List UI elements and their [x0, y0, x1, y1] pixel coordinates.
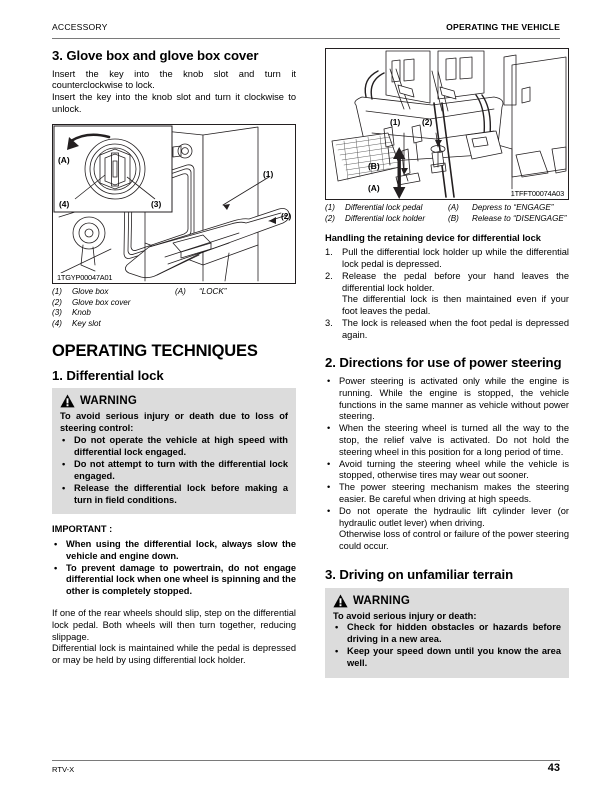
warning-bullet-list [333, 622, 561, 670]
figure-glove-box [52, 124, 296, 284]
step-text: Pull the differential lock holder up while the differential lock pedal is depressed. [342, 247, 569, 269]
chapter-title-operating-techniques: OPERATING TECHNIQUES [52, 341, 258, 360]
warning-bullet-text: Do not operate the vehicle at high speed with differential lock engaged. [74, 435, 288, 457]
warning-intro: To avoid serious injury or death due to loss of steering control: [60, 411, 288, 434]
legend-desc [199, 308, 296, 319]
legend-name: Differential lock holder [345, 213, 426, 223]
legend-num: (2) [325, 213, 335, 223]
step-number: 1. [325, 247, 333, 258]
section-heading-glove-box: 3. Glove box and glove box cover [52, 48, 259, 63]
glove-box-para-1: Insert the key into the knob slot and turn it counterclockwise to lock. [52, 68, 296, 91]
bullet-marker: • [54, 562, 58, 573]
power-steering-bullet [325, 459, 569, 483]
warning-bullet [60, 435, 288, 459]
legend-name: Knob [72, 308, 91, 318]
power-steering-bullet-list [325, 376, 569, 553]
bullet-marker: • [335, 622, 339, 633]
warning-box-differential-lock [52, 388, 296, 514]
legend-row [52, 298, 296, 309]
step-extra-text: The differential lock is then maintained even if your foot leaves the pedal. [342, 294, 569, 317]
step-text: Release the pedal before your hand leaves the differential lock holder. [342, 270, 569, 293]
bullet-marker: • [327, 482, 331, 493]
important-bullet [52, 539, 296, 563]
legend-letter: (A) [448, 203, 459, 212]
legend-differential-lock [325, 203, 569, 225]
glove-box-illustration [53, 125, 295, 283]
bullet-marker: • [62, 458, 66, 469]
legend-letter [175, 298, 199, 309]
footer-rule [52, 760, 560, 761]
warning-bullet-text: Do not attempt to turn with the differential lock engaged. [74, 458, 288, 481]
warning-bullet [60, 483, 288, 507]
bullet-marker: • [327, 423, 331, 434]
warning-bullet-text: Release the differential lock before making a turn in field conditions. [74, 482, 288, 505]
bullet-text: When the steering wheel is turned all the way to the stop, the relief valve is activated. Do not hold the steering wheel in this position for a long period of time. [339, 423, 569, 457]
warning-bullet-text: Keep your speed down until you know the area well. [347, 646, 561, 669]
important-bullet-list [52, 539, 296, 598]
legend-letter [175, 319, 199, 330]
legend-num: (1) [325, 203, 335, 212]
bullet-marker: • [335, 646, 339, 657]
bullet-text: Power steering is activated only while the engine is running. While the engine is stopped, the vehicle functions in the same manner as vehicle without power steering. [339, 376, 569, 422]
running-head [52, 22, 560, 38]
bullet-text: Avoid turning the steering wheel while the vehicle is stopped, otherwise tires may wear out sooner. [339, 458, 569, 481]
legend-letter: (A) [175, 286, 186, 296]
legend-glove-box [52, 287, 296, 330]
bullet-marker: • [327, 376, 331, 387]
section-heading-unfamiliar-terrain: 3. Driving on unfamiliar terrain [325, 567, 514, 583]
header-rule [52, 38, 560, 39]
section-heading-differential-lock: 1. Differential lock [52, 367, 164, 383]
handling-steps-list [325, 247, 569, 341]
warning-label: WARNING [80, 395, 137, 408]
warning-header [60, 394, 288, 408]
bullet-text: Do not operate the hydraulic lift cylinder lever (or hydraulic outlet lever) when driving. [339, 505, 569, 528]
bullet-marker: • [54, 539, 58, 550]
important-bullet-text: To prevent damage to powertrain, do not engage differential lock when one wheel is spinning and the other is completely stopped. [66, 562, 296, 597]
legend-num: (1) [52, 286, 62, 296]
figure-callout-B: (B) [368, 161, 380, 171]
figure-callout-1: (1) [390, 117, 401, 127]
differential-lock-illustration [326, 49, 568, 199]
legend-name: Differential lock pedal [345, 203, 423, 212]
handling-step [325, 247, 569, 271]
important-label: IMPORTANT : [52, 524, 113, 535]
bullet-extra-text: Otherwise loss of control or failure of the power steering could occur. [339, 529, 569, 552]
warning-bullet [333, 646, 561, 670]
figure-callout-A: (A) [58, 154, 70, 165]
warning-box-unfamiliar-terrain [325, 588, 569, 678]
running-head-left: ACCESSORY [52, 22, 108, 32]
warning-triangle-icon [60, 394, 75, 408]
subheading-handling-retaining-device: Handling the retaining device for differential lock [325, 232, 541, 243]
warning-bullet-text: Check for hidden obstacles or hazards before driving in a new area. [347, 622, 561, 645]
warning-header [333, 594, 561, 608]
section-heading-power-steering: 2. Directions for use of power steering [325, 355, 562, 371]
power-steering-bullet [325, 376, 569, 423]
legend-row [52, 308, 296, 319]
legend-num: (2) [52, 297, 62, 307]
legend-row [325, 214, 569, 225]
warning-triangle-icon [333, 594, 348, 608]
warning-bullet [333, 622, 561, 646]
warning-intro: To avoid serious injury or death: [333, 610, 477, 621]
handling-step [325, 318, 569, 342]
warning-bullet-list [60, 435, 288, 506]
differential-lock-para-2: Differential lock is maintained while the pedal is depressed or may be held by using differential lock holder. [52, 643, 296, 666]
figure-callout-2: (2) [422, 117, 433, 127]
handling-step [325, 271, 569, 318]
right-column [325, 48, 569, 678]
power-steering-bullet [325, 482, 569, 506]
differential-lock-para-1: If one of the rear wheels should slip, step on the differential lock pedal. Both wheels will then turn together, reducing slippage. [52, 608, 296, 642]
figure-callout-4: (4) [59, 198, 70, 209]
warning-bullet [60, 459, 288, 483]
bullet-marker: • [62, 482, 66, 493]
legend-num: (4) [52, 319, 62, 329]
legend-row [52, 287, 296, 298]
legend-desc: Depress to “ENGAGE” [472, 203, 554, 212]
legend-desc: “LOCK” [199, 286, 227, 296]
legend-name: Key slot [72, 319, 101, 329]
legend-num: (3) [52, 308, 62, 318]
page-number: 43 [547, 762, 560, 774]
legend-letter [175, 308, 199, 319]
legend-desc [199, 319, 296, 330]
step-number: 2. [325, 270, 333, 281]
legend-row [325, 203, 569, 214]
bullet-marker: • [327, 458, 331, 469]
warning-label: WARNING [353, 594, 410, 607]
bullet-marker: • [327, 505, 331, 516]
step-text: The lock is released when the foot pedal is depressed again. [342, 317, 569, 340]
legend-name: Glove box cover [72, 297, 131, 307]
bullet-marker: • [62, 435, 66, 446]
legend-desc [199, 298, 296, 309]
figure-callout-1: (1) [263, 168, 274, 179]
figure-code-glove-box: 1TGYP00047A01 [57, 272, 113, 282]
legend-name: Glove box [72, 286, 109, 296]
figure-callout-A: (A) [368, 183, 380, 193]
figure-differential-lock [325, 48, 569, 200]
bullet-text: The power steering mechanism makes the steering easier. Be careful when driving at high speeds. [339, 482, 569, 505]
step-number: 3. [325, 317, 333, 328]
footer-model: RTV-X [52, 765, 75, 774]
figure-callout-3: (3) [151, 198, 162, 209]
left-column [52, 48, 296, 667]
legend-desc: Release to “DISENGAGE” [472, 213, 567, 223]
important-bullet [52, 563, 296, 598]
power-steering-bullet [325, 506, 569, 553]
legend-letter: (B) [448, 213, 459, 223]
legend-row [52, 319, 296, 330]
figure-callout-2: (2) [281, 210, 292, 221]
glove-box-para-2: Insert the key into the knob slot and turn it clockwise to unlock. [52, 92, 296, 114]
figure-code-differential-lock: 1TFFT00074A03 [510, 189, 564, 198]
power-steering-bullet [325, 423, 569, 458]
running-head-right: OPERATING THE VEHICLE [446, 22, 560, 32]
important-bullet-text: When using the differential lock, always slow the vehicle and engine down. [66, 539, 296, 561]
